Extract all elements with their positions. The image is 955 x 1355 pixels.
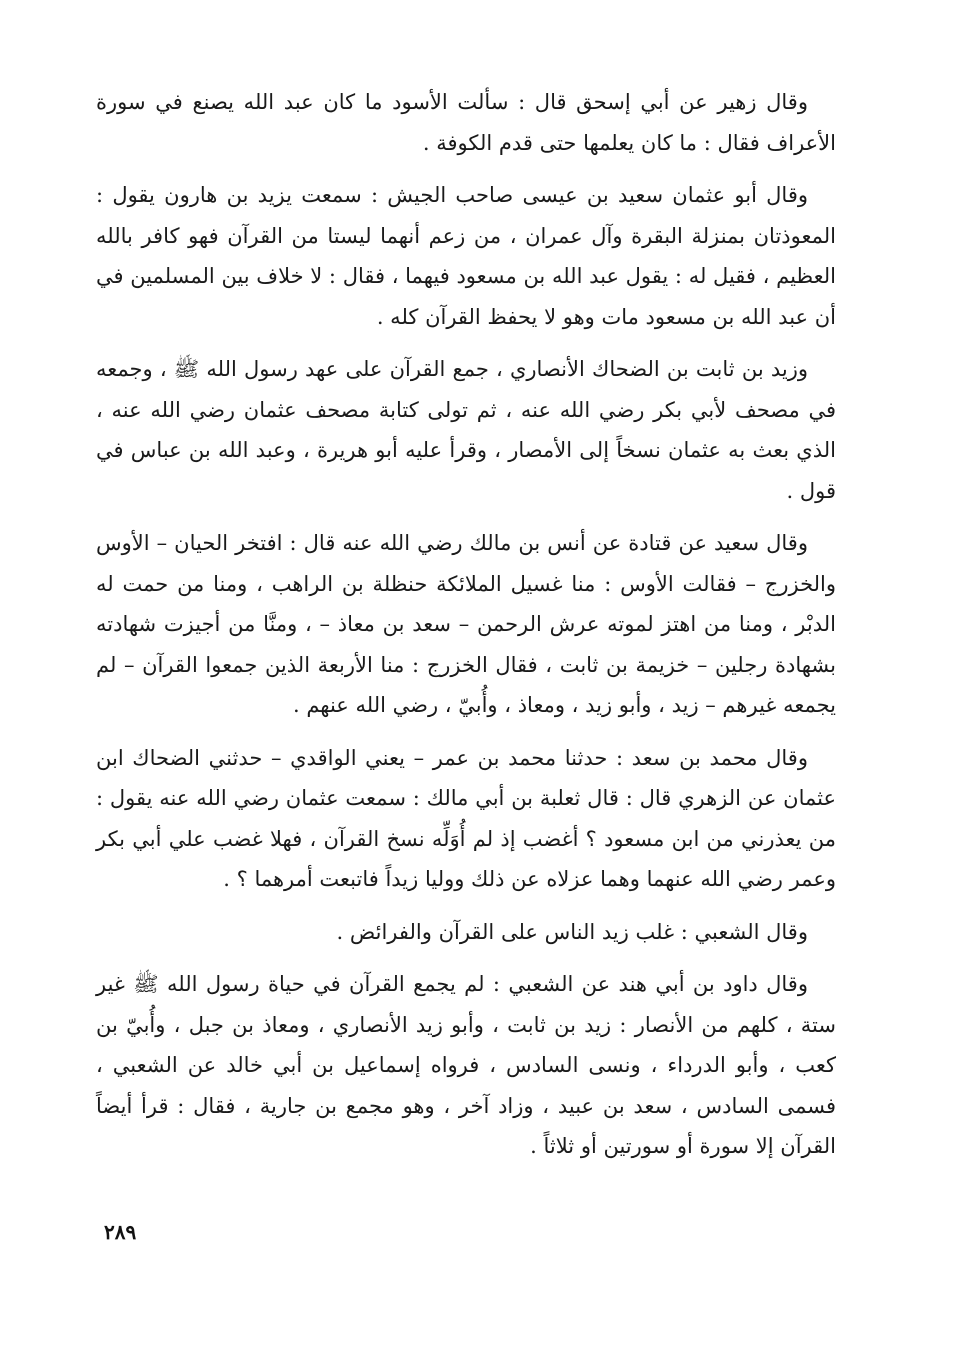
paragraph-1: وقال زهير عن أبي إسحق قال : سألت الأسود ما كان عبد الله يصنع في سورة الأعراف فقال : ما كان يعلمها حتى قدم الكوفة .	[96, 90, 836, 155]
paragraph-2: وقال أبو عثمان سعيد بن عيسى صاحب الجيش : سمعت يزيد بن هارون يقول : المعوذتان بمنزلة البقرة وآل عمران ، من زعم أنهما ليستا من القرآن فهو كافر بالله العظيم ، فقيل له : يقول عبد الله بن مسعود فيهما ، فقال : لا خلاف بين المسلمين في أن عبد الله بن مسعود مات وهو لا يحفظ القرآن كله .	[96, 183, 836, 329]
body-text	[96, 82, 836, 1179]
paragraph-5: وقال محمد بن سعد : حدثنا محمد بن عمر – يعني الواقدي – حدثني الضحاك ابن عثمان عن الزهري قال : قال ثعلبة بن أبي مالك : سمعت عثمان رضي الله عنه يقول : من يعذرني من ابن مسعود ؟ أغضب إذ لم أُوَلِّه نسخ القرآن ، فهلا غضب علي أبي بكر وعمر رضي الله عنهما وهما عزلاه عن ذلك ووليا زيداً فاتبعت أمرهما ؟ .	[96, 745, 836, 891]
paragraph-3: وزيد بن ثابت بن الضحاك الأنصاري ، جمع القرآن على عهد رسول الله ﷺ ، وجمعه في مصحف لأبي بكر رضي الله عنه ، ثم تولى كتابة مصحف عثمان رضي الله عنه ، الذي بعث به عثمان نسخاً إلى الأمصار ، وقرأ عليه أبو هريرة ، وعبد الله بن عباس في قول .	[96, 357, 836, 503]
paragraph-4: وقال سعيد عن قتادة عن أنس بن مالك رضي الله عنه قال : افتخر الحيان – الأوس والخزرج – فقالت الأوس : منا غسيل الملائكة حنظلة بن الراهب ، ومنا من حمت له الدبْر ، ومنا من اهتز لموته عرش الرحمن – سعد بن معاذ – ، ومنَّا من أجيزت شهادته بشهادة رجلين – خزيمة بن ثابت ، فقال الخزرج : منا الأربعة الذين جمعوا القرآن – لم يجمعه غيرهم – زيد ، وأبو زيد ، ومعاذ ، وأُبيّ ، رضي الله عنهم .	[96, 531, 836, 717]
page-number: ٢٨٩	[104, 1220, 137, 1244]
paragraph-7: وقال داود بن أبي هند عن الشعبي : لم يجمع القرآن في حياة رسول الله ﷺ غير ستة ، كلهم من الأنصار : زيد بن ثابت ، وأبو زيد الأنصاري ، ومعاذ بن جبل ، وأُبيّ بن كعب ، وأبو الدرداء ، ونسى السادس ، فرواه إسماعيل بن أبي خالد عن الشعبي ، فسمى السادس ، سعد بن عبيد ، وزاد آخر ، وهو مجمع بن جارية ، فقال : قرأ أيضاً القرآن إلا سورة أو سورتين أو ثلاثاً .	[96, 972, 836, 1158]
paragraph-6: وقال الشعبي : غلب زيد الناس على القرآن والفرائض .	[336, 919, 808, 944]
